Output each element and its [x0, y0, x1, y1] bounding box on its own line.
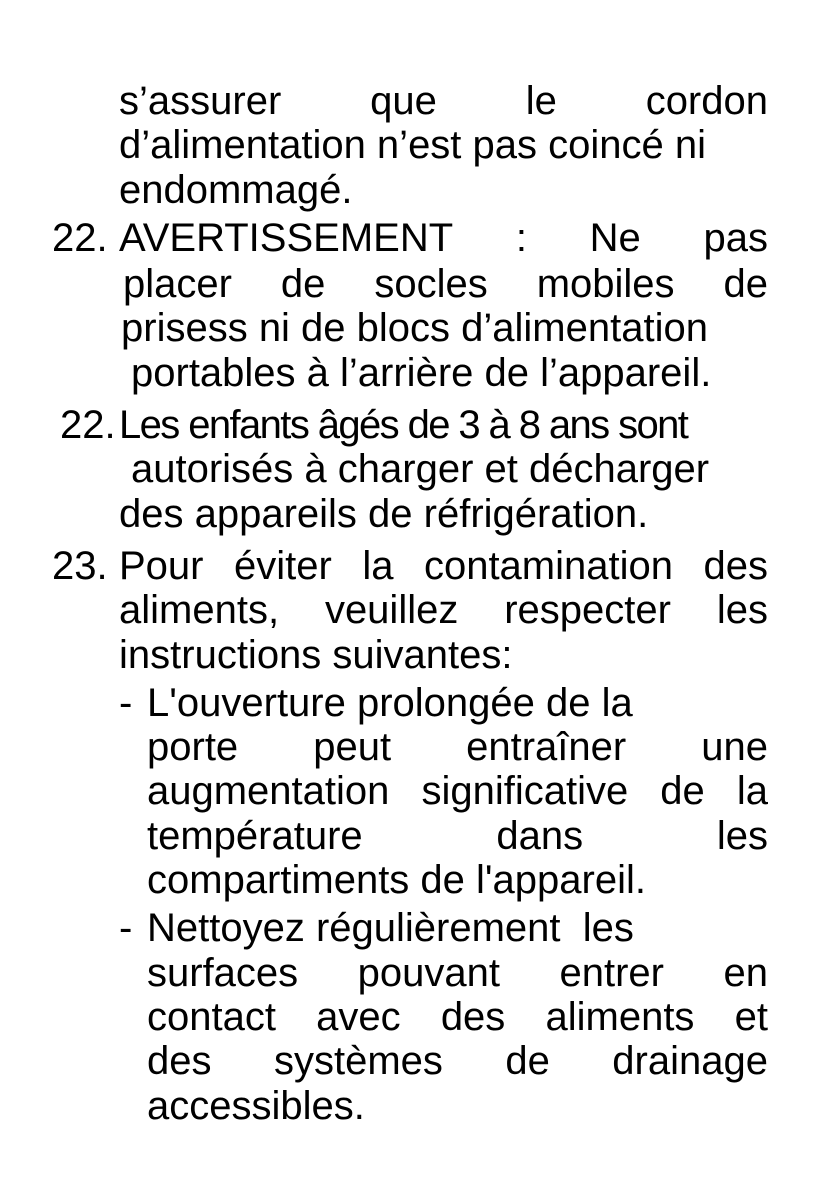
- word: Ne: [589, 215, 641, 260]
- word: placer: [123, 262, 232, 307]
- word: peut: [313, 725, 392, 770]
- bullet-2-line-4: [0, 1039, 840, 1083]
- bullet-1-line-3: [0, 769, 840, 813]
- word: :: [515, 215, 527, 260]
- word: socles: [374, 262, 488, 307]
- word: aliments,: [119, 588, 280, 633]
- word: température: [147, 813, 363, 858]
- item-23-line-1: [0, 544, 840, 588]
- item-number: 23.: [52, 543, 108, 588]
- item-22a-line-1: [0, 216, 840, 260]
- word: la: [736, 769, 768, 814]
- word: avec: [316, 994, 401, 1039]
- word: dans: [496, 813, 584, 858]
- word: contamination: [423, 543, 673, 588]
- bullet-2-line-5: accessibles.: [147, 1083, 365, 1128]
- dash-marker: -: [119, 906, 133, 951]
- word: que: [370, 79, 437, 123]
- word: des: [703, 543, 768, 588]
- bullet-2-line-2: [0, 951, 840, 995]
- item-23-line-2: [0, 588, 840, 632]
- word: cordon: [645, 79, 768, 123]
- word: une: [701, 725, 768, 770]
- word: systèmes: [273, 1039, 443, 1084]
- continuation-line-2: d’alimentation n’est pas coincé ni: [119, 123, 707, 168]
- word: entrer: [559, 950, 664, 995]
- item-22a-line-4: portables à l’arrière de l’appareil.: [131, 350, 712, 395]
- word: entraîner: [466, 725, 627, 770]
- word: mobiles: [536, 262, 675, 307]
- word: surfaces: [147, 950, 299, 995]
- word: significative: [421, 769, 629, 814]
- word: Pour: [119, 543, 204, 588]
- word: les: [716, 588, 768, 633]
- word: respecter: [504, 588, 671, 633]
- word: éviter: [234, 543, 332, 588]
- word: AVERTISSEMENT: [119, 215, 454, 260]
- word: de: [660, 769, 705, 814]
- item-22b-line-3: des appareils de réfrigération.: [119, 491, 649, 536]
- item-number: 22.: [52, 215, 108, 260]
- word: de: [505, 1039, 550, 1084]
- word: de: [280, 262, 326, 307]
- word: drainage: [612, 1039, 768, 1084]
- word: de: [723, 262, 768, 307]
- dash-marker: -: [119, 680, 133, 725]
- bullet-2-line-1: - Nettoyez régulièrement les: [119, 906, 634, 951]
- word: le: [525, 79, 557, 123]
- continuation-line-3: endommagé.: [119, 167, 353, 212]
- document-page: [0, 79, 840, 1128]
- bullet-1-line-2: [0, 725, 840, 769]
- bullet-1-line-5: compartiments de l'appareil.: [147, 858, 646, 903]
- item-22b-line-1: 22. Les enfants âgés de 3 à 8 ans sont: [60, 403, 688, 448]
- word: porte: [147, 725, 239, 770]
- bullet-2-line-3: [0, 995, 840, 1039]
- item-22b-line-2: autorisés à charger et décharger: [131, 447, 710, 492]
- item-22a-line-2: [0, 262, 840, 306]
- bullet-1-line-1: - L'ouverture prolongée de la: [119, 680, 633, 725]
- word: en: [723, 950, 768, 995]
- item-number: 22.: [60, 403, 116, 448]
- word: aliments: [545, 994, 695, 1039]
- word: pas: [703, 215, 768, 260]
- word: pouvant: [357, 950, 500, 995]
- word: augmentation: [147, 769, 390, 814]
- word: contact: [147, 994, 276, 1039]
- word: veuillez: [324, 588, 459, 633]
- item-23-line-3: instructions suivantes:: [119, 632, 513, 677]
- word: et: [734, 994, 768, 1039]
- continuation-line-1: [0, 79, 840, 123]
- word: la: [362, 543, 394, 588]
- bullet-1-line-4: [0, 814, 840, 858]
- word: les: [716, 813, 768, 858]
- word: s’assurer: [119, 79, 282, 123]
- item-22a-line-3: prisess ni de blocs d’alimentation: [121, 306, 708, 351]
- word: des: [147, 1039, 212, 1084]
- word: des: [440, 994, 506, 1039]
